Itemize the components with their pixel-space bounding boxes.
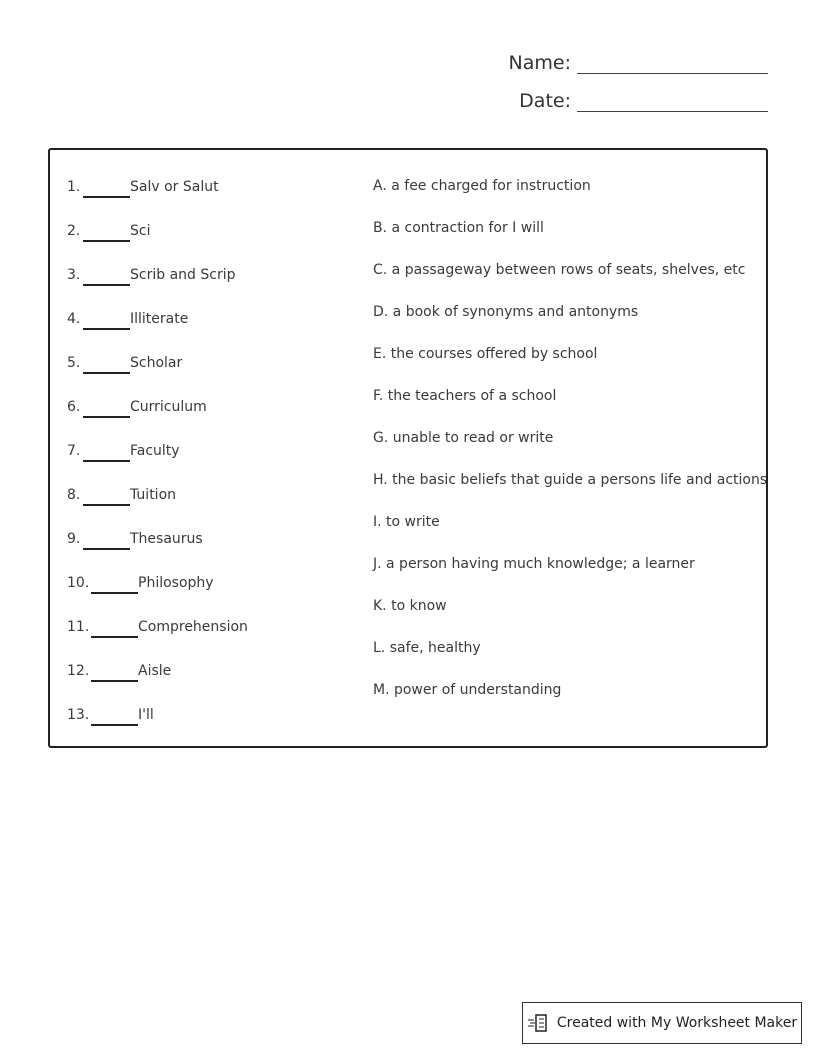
footer-badge[interactable]	[522, 1002, 802, 1044]
question-word: Salv or Salut	[130, 179, 219, 195]
matching-box	[48, 148, 768, 748]
question-item	[67, 530, 248, 574]
question-item	[67, 222, 248, 266]
question-number: 12.	[67, 663, 90, 679]
answer-blank[interactable]	[83, 178, 130, 198]
answer-blank[interactable]	[83, 266, 130, 286]
question-number: 4.	[67, 311, 81, 327]
question-item	[67, 398, 248, 442]
question-number: 1.	[67, 179, 81, 195]
question-number: 11.	[67, 619, 90, 635]
answer-option: J. a person having much knowledge; a learner	[373, 556, 695, 572]
question-word: Scholar	[130, 355, 183, 371]
question-item	[67, 178, 248, 222]
answer-option: D. a book of synonyms and antonyms	[373, 304, 639, 320]
question-word: Tuition	[130, 487, 177, 503]
question-item	[67, 662, 248, 706]
question-item	[67, 266, 248, 310]
answer-blank[interactable]	[91, 618, 138, 638]
answer-blank[interactable]	[83, 310, 130, 330]
question-item	[67, 354, 248, 398]
question-number: 13.	[67, 707, 90, 723]
question-number: 9.	[67, 531, 81, 547]
answer-option: A. a fee charged for instruction	[373, 178, 591, 194]
question-word: Sci	[130, 223, 151, 239]
answer-blank[interactable]	[91, 662, 138, 682]
question-item	[67, 618, 248, 662]
question-item	[67, 706, 248, 750]
name-field	[509, 52, 768, 74]
answer-blank[interactable]	[83, 442, 130, 462]
name-blank-line[interactable]	[577, 53, 768, 74]
question-word: Faculty	[130, 443, 180, 459]
answer-option: H. the basic beliefs that guide a persons life and actions	[373, 472, 768, 488]
answer-blank[interactable]	[91, 706, 138, 726]
question-word: Curriculum	[130, 399, 207, 415]
question-number: 6.	[67, 399, 81, 415]
worksheet-maker-logo-icon	[527, 1013, 549, 1033]
question-number: 10.	[67, 575, 90, 591]
answer-blank[interactable]	[83, 398, 130, 418]
date-label: Date:	[519, 90, 571, 112]
question-word: Illiterate	[130, 311, 189, 327]
question-word: Thesaurus	[130, 531, 203, 547]
date-field	[519, 90, 768, 112]
question-number: 2.	[67, 223, 81, 239]
answer-option: L. safe, healthy	[373, 640, 481, 656]
date-blank-line[interactable]	[577, 91, 768, 112]
name-label: Name:	[508, 52, 571, 74]
question-word: Philosophy	[138, 575, 214, 591]
answer-option: E. the courses offered by school	[373, 346, 598, 362]
answer-option: F. the teachers of a school	[373, 388, 557, 404]
answer-blank[interactable]	[83, 486, 130, 506]
question-number: 7.	[67, 443, 81, 459]
answer-blank[interactable]	[83, 530, 130, 550]
question-list	[67, 178, 248, 750]
question-word: Scrib and Scrip	[130, 267, 236, 283]
answer-option: B. a contraction for I will	[373, 220, 544, 236]
answer-option: K. to know	[373, 598, 447, 614]
answer-blank[interactable]	[83, 222, 130, 242]
question-number: 8.	[67, 487, 81, 503]
question-word: Comprehension	[138, 619, 248, 635]
question-item	[67, 442, 248, 486]
question-item	[67, 574, 248, 618]
answer-blank[interactable]	[83, 354, 130, 374]
answer-blank[interactable]	[91, 574, 138, 594]
answer-list	[373, 177, 767, 723]
question-item	[67, 486, 248, 530]
question-number: 5.	[67, 355, 81, 371]
answer-option: C. a passageway between rows of seats, shelves, etc	[373, 262, 746, 278]
question-number: 3.	[67, 267, 81, 283]
question-word: I'll	[138, 707, 154, 723]
footer-text: Created with My Worksheet Maker	[556, 1015, 798, 1031]
question-word: Aisle	[138, 663, 172, 679]
question-item	[67, 310, 248, 354]
answer-option: G. unable to read or write	[373, 430, 554, 446]
answer-option: M. power of understanding	[373, 682, 562, 698]
answer-option: I. to write	[373, 514, 440, 530]
